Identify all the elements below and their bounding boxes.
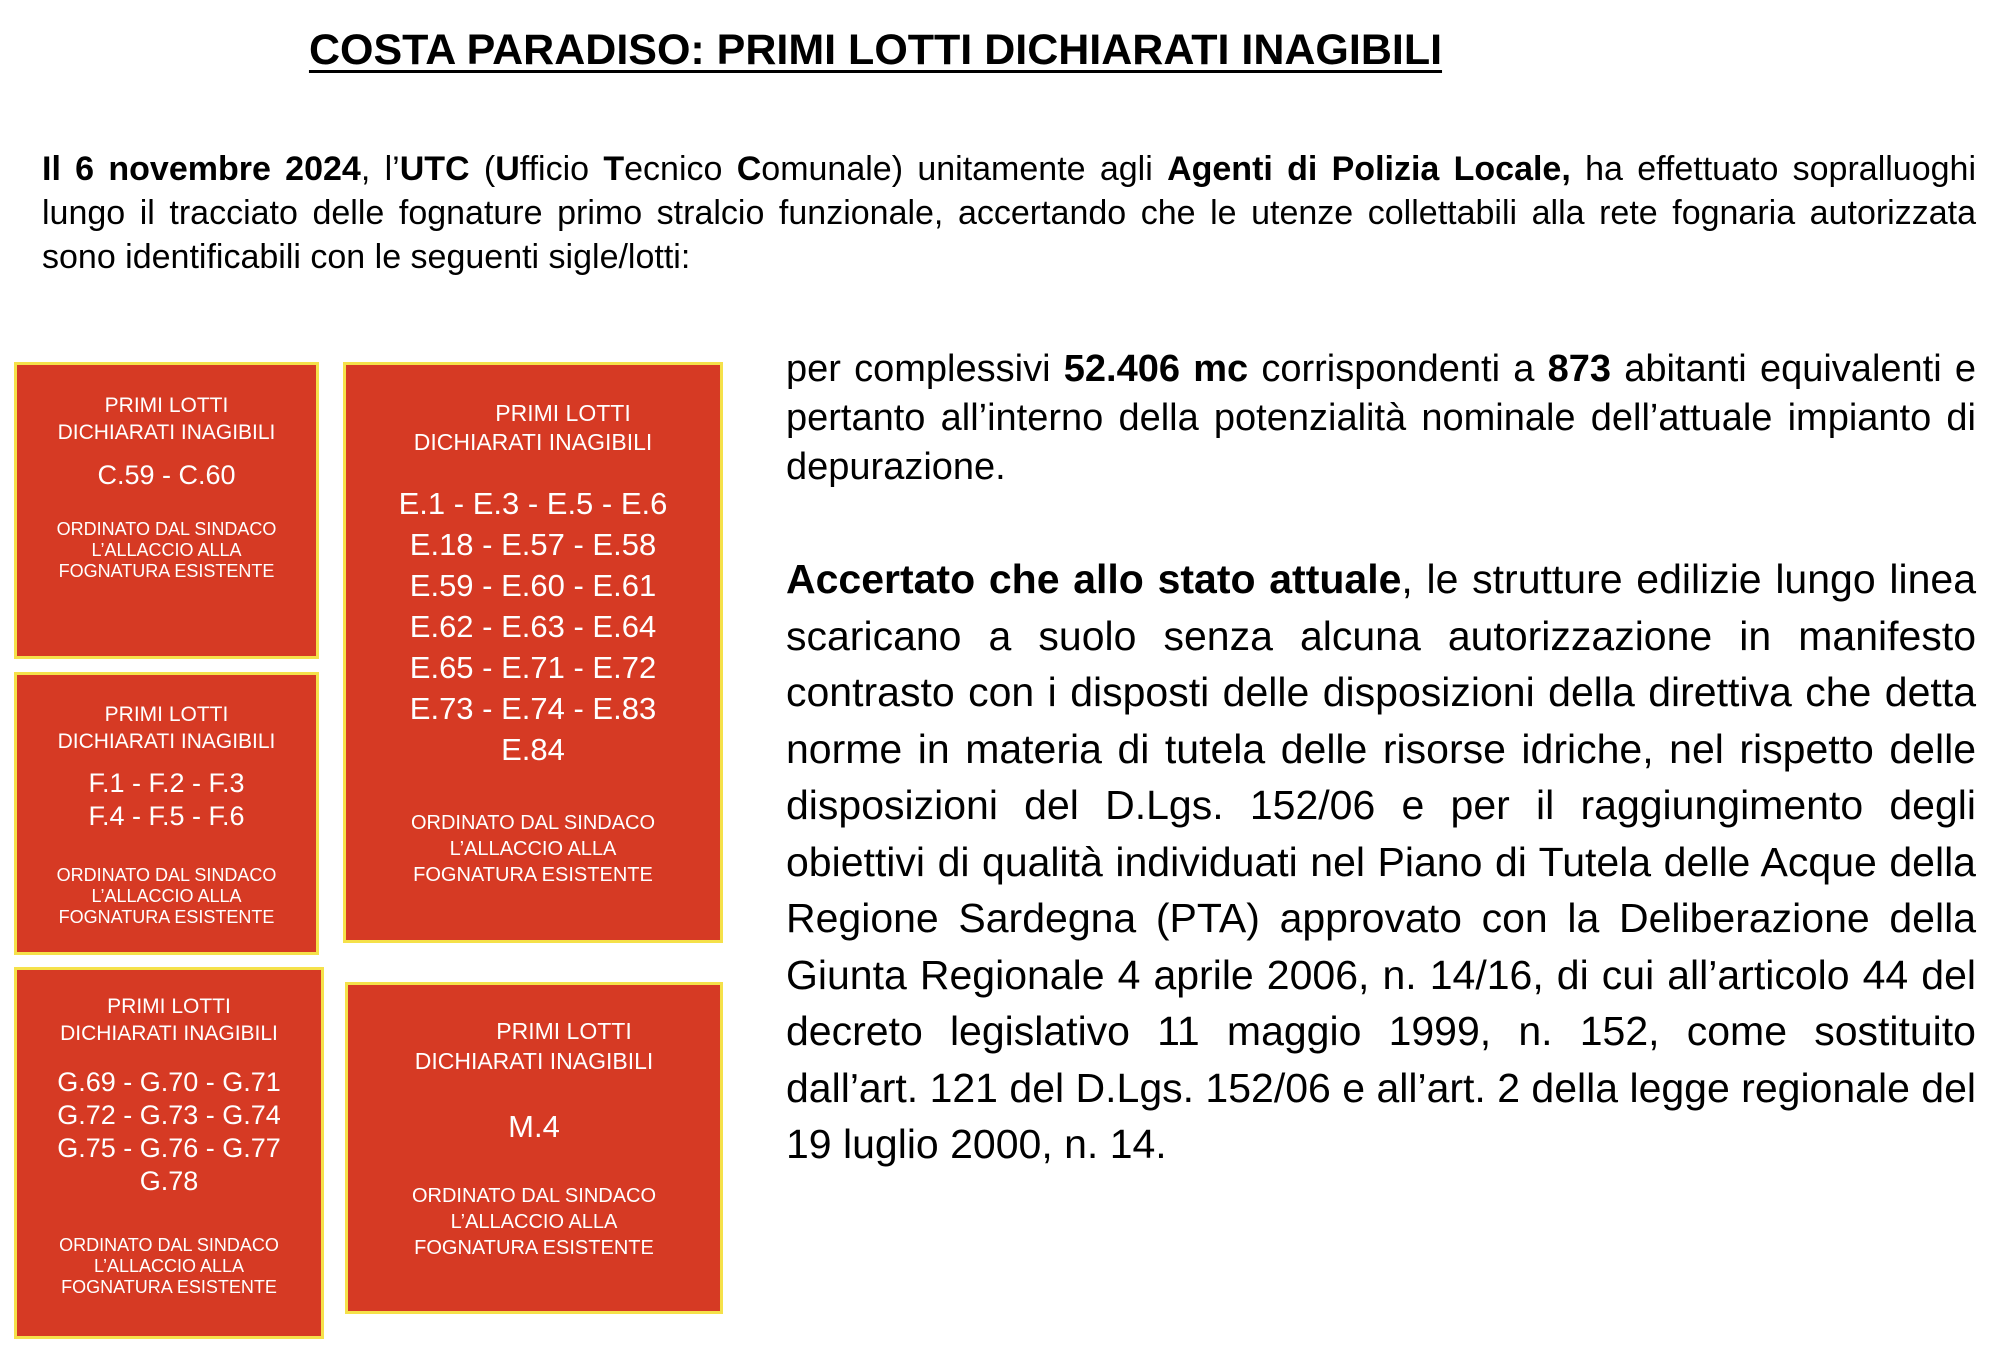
lot-box-header (17, 993, 321, 1047)
header-line: PRIMI LOTTI (104, 703, 229, 726)
header-line: PRIMI LOTTI (495, 400, 631, 426)
lot-code-line: G.78 (139, 1166, 199, 1196)
lot-box-header (17, 392, 316, 446)
lot-code-line: F.4 - F.5 - F.6 (88, 801, 245, 831)
lot-box-footer (17, 1235, 321, 1298)
inhabitants-value: 873 (1547, 348, 1611, 390)
header-line: DICHIARATI INAGIBILI (414, 1048, 654, 1074)
intro-text: fficio (519, 150, 604, 188)
lot-codes (17, 459, 316, 492)
header-line: DICHIARATI INAGIBILI (57, 421, 276, 444)
lot-code-line: E.18 - E.57 - E.58 (409, 527, 657, 562)
footer-line: L’ALLACCIO ALLA (449, 838, 617, 860)
para-text: , le strutture edilizie lungo linea scaricano a suolo senza alcuna autorizzazione in manifesto contrasto con i disposti delle disposizioni della direttiva che detta norme in materia di tutela delle risorse idriche, nel rispetto delle disposizioni del D.Lgs. 152/06 e per il raggiungimento degli obiettivi di qualità individuati nel Piano di Tutela delle Acque della Regione Sardegna (PTA) approvato con la Deliberazione della Giunta Regionale 4 aprile 2006, n. 14/16, di cui all’articolo 44 del decreto legislativo 11 maggio 1999, n. 152, come sostituito dall’art. 121 del D.Lgs. 152/06 e all’art. 2 della legge regionale del 19 luglio 2000, n. 14. (786, 556, 1976, 1167)
header-line: DICHIARATI INAGIBILI (60, 1022, 278, 1045)
footer-line: FOGNATURA ESISTENTE (414, 1237, 654, 1259)
footer-line: ORDINATO DAL SINDACO (410, 812, 656, 834)
lot-codes (17, 767, 316, 833)
lot-box-f (14, 672, 319, 955)
lot-box-g (14, 967, 324, 1339)
intro-utc: UTC (399, 150, 470, 188)
lot-code-line: E.59 - E.60 - E.61 (409, 568, 657, 603)
header-line: DICHIARATI INAGIBILI (57, 730, 276, 753)
lot-box-footer (17, 519, 316, 582)
assessment-paragraph (786, 551, 1976, 1173)
intro-text: ( (469, 150, 496, 188)
volume-value: 52.406 mc (1063, 348, 1249, 390)
lot-box-header (348, 1016, 720, 1076)
lot-box-footer (17, 865, 316, 928)
footer-line: FOGNATURA ESISTENTE (58, 907, 275, 927)
intro-text: omunale) unitamente agli (761, 150, 1168, 188)
intro-text: , l’ (360, 150, 400, 188)
lot-code-line: E.62 - E.63 - E.64 (409, 609, 657, 644)
intro-agents: Agenti di Polizia Locale, (1167, 150, 1571, 188)
header-line: PRIMI LOTTI (496, 1018, 632, 1044)
lot-code-line: C.59 - C.60 (97, 460, 236, 490)
lot-code-line: E.65 - E.71 - E.72 (409, 650, 657, 685)
footer-line: ORDINATO DAL SINDACO (411, 1185, 657, 1207)
footer-line: ORDINATO DAL SINDACO (59, 1235, 279, 1255)
lot-code-line: E.84 (501, 732, 565, 767)
lot-code-line: G.72 - G.73 - G.74 (57, 1100, 281, 1130)
lot-code-line: F.1 - F.2 - F.3 (88, 768, 245, 798)
intro-text: ha effettuato sopralluoghi lungo il tracciato delle fognature primo stralcio funzionale, accertando che le utenze collettabili alla rete fognaria autorizzata sono identificabili con le seguenti sigle/lotti: (42, 150, 1976, 276)
footer-line: L’ALLACCIO ALLA (450, 1211, 618, 1233)
lot-code-line: E.1 - E.3 - E.5 - E.6 (398, 486, 668, 521)
lot-box-footer (348, 1183, 720, 1261)
intro-text: ecnico (624, 150, 737, 188)
footer-line: L’ALLACCIO ALLA (93, 1256, 245, 1276)
footer-line: L’ALLACCIO ALLA (91, 540, 242, 560)
assessment-lead: Accertato che allo stato attuale (786, 556, 1402, 602)
header-line: PRIMI LOTTI (107, 995, 231, 1018)
page-title: COSTA PARADISO: PRIMI LOTTI DICHIARATI INAGIBILI (308, 26, 1443, 74)
header-line: PRIMI LOTTI (104, 394, 229, 417)
lot-codes (17, 1066, 321, 1198)
footer-line: FOGNATURA ESISTENTE (61, 1277, 277, 1297)
lot-codes (348, 1109, 720, 1145)
lot-code-line: E.73 - E.74 - E.83 (409, 691, 657, 726)
lot-codes (346, 483, 720, 770)
para-text: corrispondenti a (1248, 348, 1548, 390)
lot-code-line: G.69 - G.70 - G.71 (57, 1067, 281, 1097)
lot-box-header (17, 701, 316, 755)
footer-line: FOGNATURA ESISTENTE (413, 864, 653, 886)
para-text: abitanti equivalenti e pertanto all’interno della potenzialità nominale dell’attuale impianto di depurazione. (786, 348, 1977, 488)
lot-box-header (346, 399, 720, 457)
intro-initial: C (736, 150, 762, 188)
lot-box-footer (346, 810, 720, 888)
header-line: DICHIARATI INAGIBILI (413, 429, 653, 455)
intro-initial: U (495, 150, 520, 188)
para-text: per complessivi (786, 348, 1064, 390)
intro-date: Il 6 novembre 2024 (42, 150, 361, 188)
footer-line: L’ALLACCIO ALLA (91, 886, 242, 906)
lot-code-line: G.75 - G.76 - G.77 (57, 1133, 281, 1163)
volume-paragraph (786, 345, 1976, 492)
intro-initial: T (603, 150, 625, 188)
footer-line: ORDINATO DAL SINDACO (56, 865, 277, 885)
lot-code-line: M.4 (508, 1109, 560, 1144)
lot-box-e (343, 362, 723, 943)
intro-paragraph (42, 147, 1976, 279)
footer-line: FOGNATURA ESISTENTE (58, 561, 275, 581)
lot-box-c (14, 362, 319, 659)
lot-box-m (345, 982, 723, 1314)
footer-line: ORDINATO DAL SINDACO (56, 519, 277, 539)
